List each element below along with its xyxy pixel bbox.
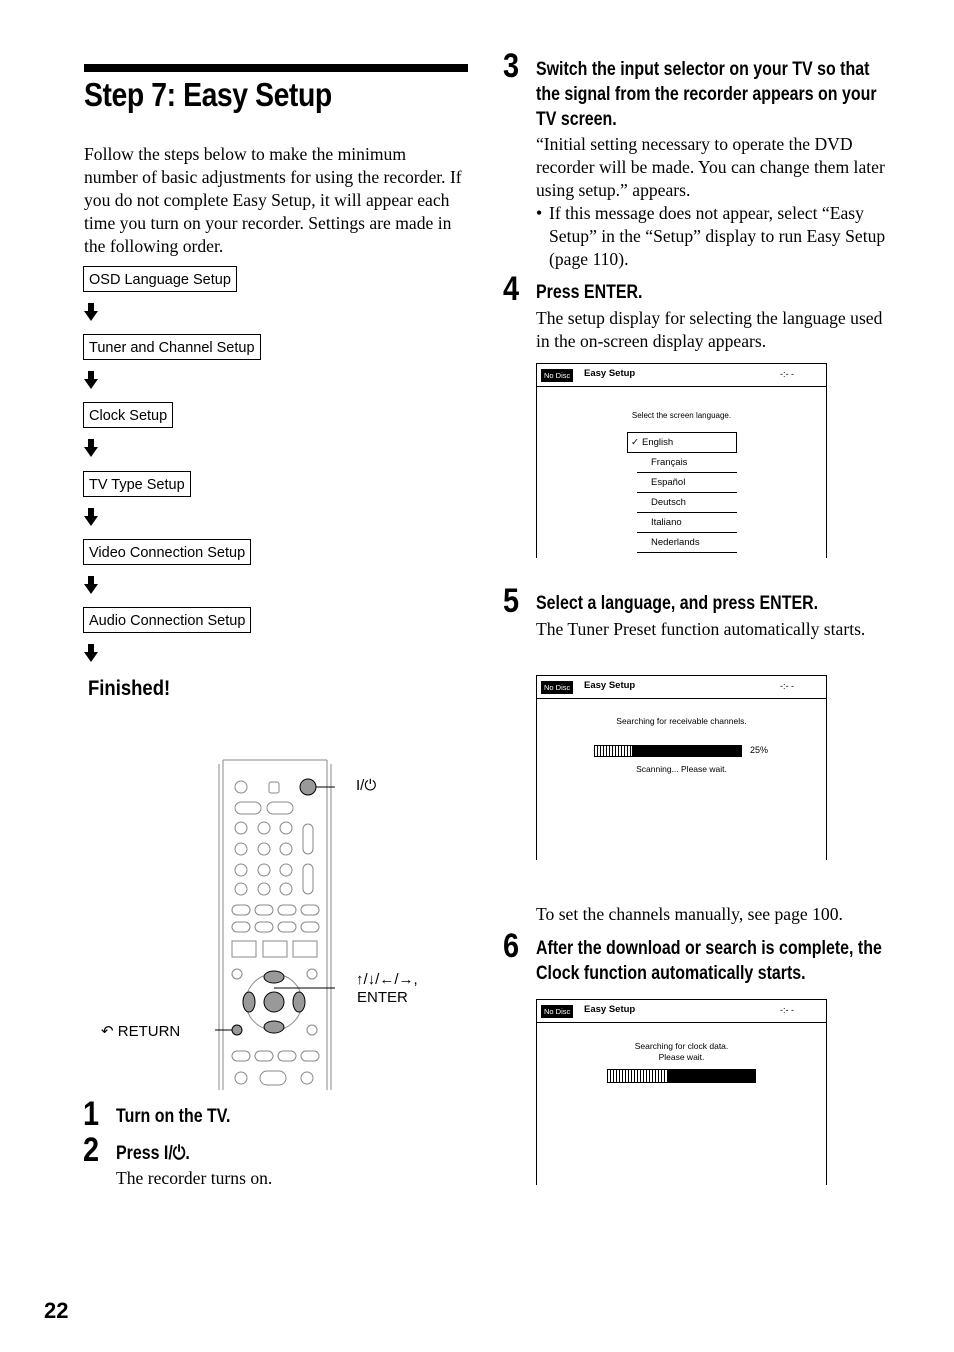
screen-clock-search [536,999,827,1185]
step-1-heading: Turn on the TV. [116,1106,231,1127]
no-disc-badge: No Disc [541,681,573,694]
screen-title: Easy Setup [584,680,636,691]
step-5-body: The Tuner Preset function automatically starts. [536,619,866,639]
screen-clock: -:- - [780,681,794,691]
language-option-nederlands[interactable]: Nederlands [637,533,737,553]
flow-finished: Finished! [88,677,171,700]
return-text: RETURN [117,1023,181,1040]
step-6-heading: After the download or search is complete, the Clock function automatically starts. [536,938,882,984]
intro-paragraph: Follow the steps below to make the minimum number of basic adjustments for using the recorder. If you do not complete Easy Setup, it will appear each time you turn on your recorder. Settings are made in the following order. [84,144,462,256]
progress-bar [594,745,742,757]
screen-header [537,676,826,699]
step-4-number: 4 [503,270,520,308]
screen-clock: -:- - [780,369,794,379]
remote-return-label [101,1022,180,1040]
flow-audio-connection: Audio Connection Setup [83,607,251,633]
flow-arrow-icon [84,576,98,594]
screen-line1: Searching for receivable channels. [616,716,747,726]
flow-arrow-icon [84,508,98,526]
screen-line2: Please wait. [658,1052,705,1062]
language-option-italiano[interactable]: Italiano [637,513,737,533]
screen-tuner-search [536,675,827,860]
step-2-number: 2 [83,1131,100,1169]
screen-header [537,1000,826,1023]
flow-osd-language: OSD Language Setup [83,266,237,292]
language-option-deutsch[interactable]: Deutsch [637,493,737,513]
step-2-body: The recorder turns on. [116,1168,273,1188]
remote-arrows-label: ↑/↓/←/→, [356,971,418,988]
step-4-heading: Press ENTER. [536,282,643,303]
remote-power-label: I/⏻ [356,777,377,794]
flow-clock: Clock Setup [83,402,173,428]
remote-control-illustration [215,756,335,1092]
step-5-note: To set the channels manually, see page 100. [536,904,843,924]
step-6-number: 6 [503,927,520,965]
screen-line1: Searching for clock data. [634,1041,729,1051]
step-3-bullet [536,202,888,271]
screen-language-select [536,363,827,558]
progress-percent: 25% [750,745,769,755]
flow-arrow-icon [84,303,98,321]
screen-line2: Scanning... Please wait. [636,764,727,774]
language-option-espanol[interactable]: Español [637,473,737,493]
screen-clock: -:- - [780,1005,794,1015]
bullet-dot: • [536,203,543,223]
page-title: Step 7: Easy Setup [84,76,332,113]
no-disc-badge: No Disc [541,369,573,382]
flow-tv-type: TV Type Setup [83,471,191,497]
flow-arrow-icon [84,644,98,662]
step-4-body: The setup display for selecting the language used in the on-screen display appears. [536,308,883,351]
page-number: 22 [44,1298,69,1323]
flow-video-connection: Video Connection Setup [83,539,251,565]
title-rule [84,64,468,72]
step-3-body: “Initial setting necessary to operate the DVD recorder will be made. You can change them later using setup.” appears. [536,134,885,200]
screen-title: Easy Setup [584,368,636,379]
step-3-bullet-text: If this message does not appear, select “Easy Setup” in the “Setup” display to run Easy Setup (page 110). [549,203,886,269]
step-2-heading: Press I/⏻. [116,1143,190,1164]
progress-bar [607,1069,756,1083]
progress-fill [608,1070,667,1082]
return-icon: ↶ [101,1023,114,1040]
screen-header [537,364,826,387]
step-5-heading: Select a language, and press ENTER. [536,593,819,614]
language-option-english[interactable]: ✓ English [627,432,737,453]
check-icon: ✓ [631,437,639,448]
step-5-number: 5 [503,582,520,620]
language-list [627,432,737,553]
step-3-heading: Switch the input selector on your TV so that the signal from the recorder appears on your TV screen. [536,59,877,130]
no-disc-badge: No Disc [541,1005,573,1018]
screen-title: Easy Setup [584,1004,636,1015]
screen-prompt: Select the screen language. [631,411,732,420]
progress-fill [595,746,632,756]
step-1-number: 1 [83,1095,100,1133]
step-3-number: 3 [503,47,520,85]
flow-arrow-icon [84,439,98,457]
flow-arrow-icon [84,371,98,389]
remote-enter-label: ENTER [357,989,408,1006]
language-option-francais[interactable]: Français [637,453,737,473]
flow-tuner-channel: Tuner and Channel Setup [83,334,261,360]
